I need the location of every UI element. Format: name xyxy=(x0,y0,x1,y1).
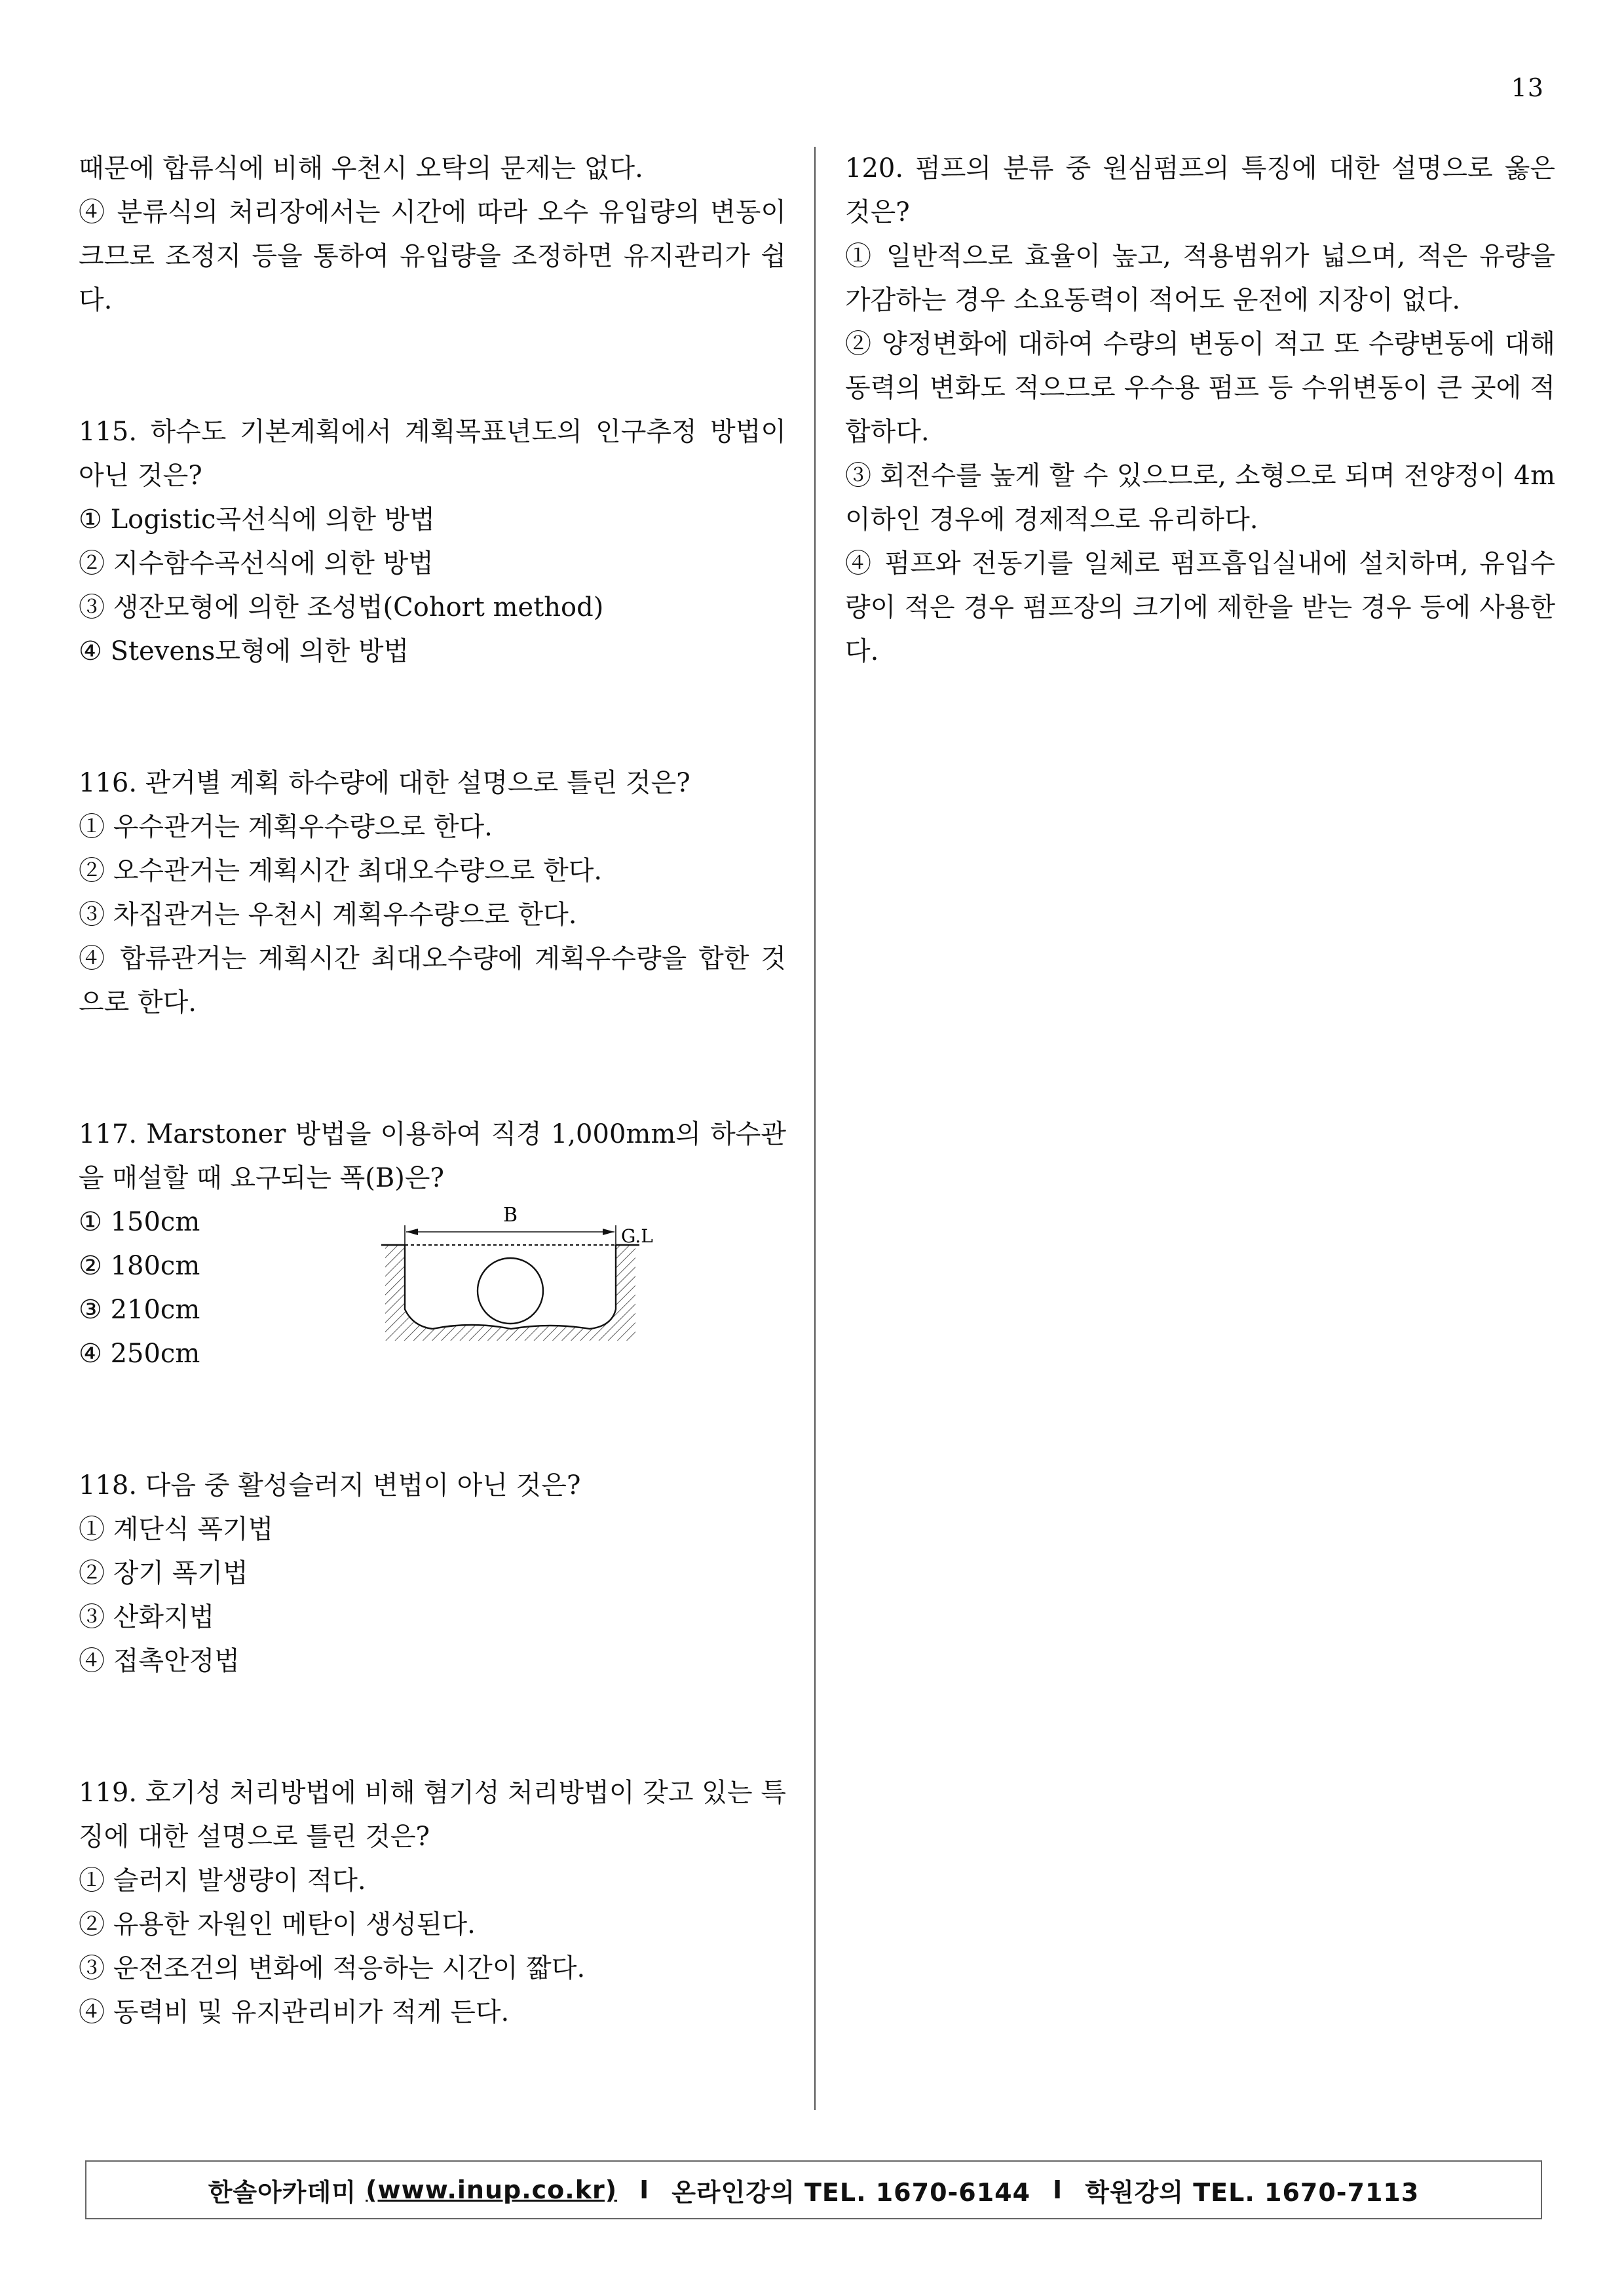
question-119 xyxy=(79,1771,786,2035)
continued-text: 때문에 합류식에 비해 우천시 오탁의 문제는 없다. xyxy=(79,153,643,183)
width-label: B xyxy=(502,1204,518,1227)
right-column xyxy=(845,147,1555,674)
continued-text: ④ 분류식의 처리장에서는 시간에 따라 오수 유입량의 변동이 크므로 조정지 등을 통하여 유입량을 조정하면 유지관리가 쉽다. xyxy=(79,197,786,315)
option: ③ 운전조건의 변화에 적응하는 시간이 짧다. xyxy=(79,1953,586,1983)
question-116 xyxy=(79,761,786,1025)
option: ① Logistic곡선식에 의한 방법 xyxy=(79,505,435,535)
question-120 xyxy=(845,147,1555,674)
option: ② 장기 폭기법 xyxy=(79,1558,248,1588)
online-phone: 온라인강의 TEL. 1670-6144 xyxy=(671,2177,1031,2207)
footer-bar xyxy=(85,2160,1542,2219)
option: ③ 회전수를 높게 할 수 있으므로, 소형으로 되며 전양정이 4m 이하인 경우에 경제적으로 유리하다. xyxy=(845,461,1555,535)
question-115 xyxy=(79,410,786,674)
question-stem: 116. 관거별 계획 하수량에 대한 설명으로 틀린 것은? xyxy=(79,768,690,798)
website-link[interactable]: (www.inup.co.kr) xyxy=(366,2175,618,2204)
option: ④ 동력비 및 유지관리비가 적게 든다. xyxy=(79,1997,510,2027)
option: ② 지수함수곡선식에 의한 방법 xyxy=(79,548,434,579)
option: ① 슬러지 발생량이 적다. xyxy=(79,1866,366,1896)
option: ① 우수관거는 계획우수량으로 한다. xyxy=(79,812,493,842)
option: ③ 산화지법 xyxy=(79,1602,215,1632)
question-stem: 120. 펌프의 분류 중 원심펌프의 특징에 대한 설명으로 옳은 것은? xyxy=(845,153,1555,227)
ground-level-label: G.L xyxy=(621,1225,653,1247)
question-stem: 118. 다음 중 활성슬러지 변법이 아닌 것은? xyxy=(79,1470,581,1501)
option: ② 180cm xyxy=(79,1251,200,1281)
pipe-circle xyxy=(478,1258,543,1324)
option: ④ Stevens모형에 의한 방법 xyxy=(79,636,409,666)
column-divider xyxy=(814,147,816,2110)
question-118 xyxy=(79,1464,786,1683)
option: ④ 합류관거는 계획시간 최대오수량에 계획우수량을 합한 것으로 한다. xyxy=(79,944,786,1018)
option: ③ 210cm xyxy=(79,1295,200,1325)
question-stem: 119. 호기성 처리방법에 비해 혐기성 처리방법이 갖고 있는 특징에 대한 설명으로 틀린 것은? xyxy=(79,1778,786,1852)
option: ④ 펌프와 전동기를 일체로 펌프흡입실내에 설치하며, 유입수량이 적은 경우 펌프장의 크기에 제한을 받는 경우 등에 사용한다. xyxy=(845,548,1555,666)
option: ② 양정변화에 대하여 수량의 변동이 적고 또 수량변동에 대해 동력의 변화도 적으므로 우수용 펌프 등 수위변동이 큰 곳에 적합하다. xyxy=(845,329,1555,447)
question-stem: 115. 하수도 기본계획에서 계획목표년도의 인구추정 방법이 아닌 것은? xyxy=(79,417,786,491)
option: ② 오수관거는 계획시간 최대오수량으로 한다. xyxy=(79,856,603,886)
left-column xyxy=(79,147,786,2035)
academy-name: 한솔아카데미 xyxy=(208,2177,356,2207)
option: ② 유용한 자원인 메탄이 생성된다. xyxy=(79,1909,476,1940)
option: ① 계단식 폭기법 xyxy=(79,1514,274,1544)
option: ③ 차집관거는 우천시 계획우수량으로 한다. xyxy=(79,900,577,930)
trench-diagram xyxy=(380,1198,681,1349)
offline-phone: 학원강의 TEL. 1670-7113 xyxy=(1085,2177,1420,2207)
question-stem: 117. Marstoner 방법을 이용하여 직경 1,000mm의 하수관을 매설할 때 요구되는 폭(B)은? xyxy=(79,1119,786,1193)
option: ④ 접촉안정법 xyxy=(79,1646,240,1676)
separator: I xyxy=(639,2175,650,2204)
option: ① 150cm xyxy=(79,1207,200,1237)
separator: I xyxy=(1053,2175,1063,2204)
question-117 xyxy=(79,1113,786,1376)
page-number: 13 xyxy=(1511,73,1544,102)
option: ③ 생잔모형에 의한 조성법(Cohort method) xyxy=(79,592,604,622)
option: ④ 250cm xyxy=(79,1339,200,1369)
option: ① 일반적으로 효율이 높고, 적용범위가 넓으며, 적은 유량을 가감하는 경우 소요동력이 적어도 운전에 지장이 없다. xyxy=(845,241,1555,315)
